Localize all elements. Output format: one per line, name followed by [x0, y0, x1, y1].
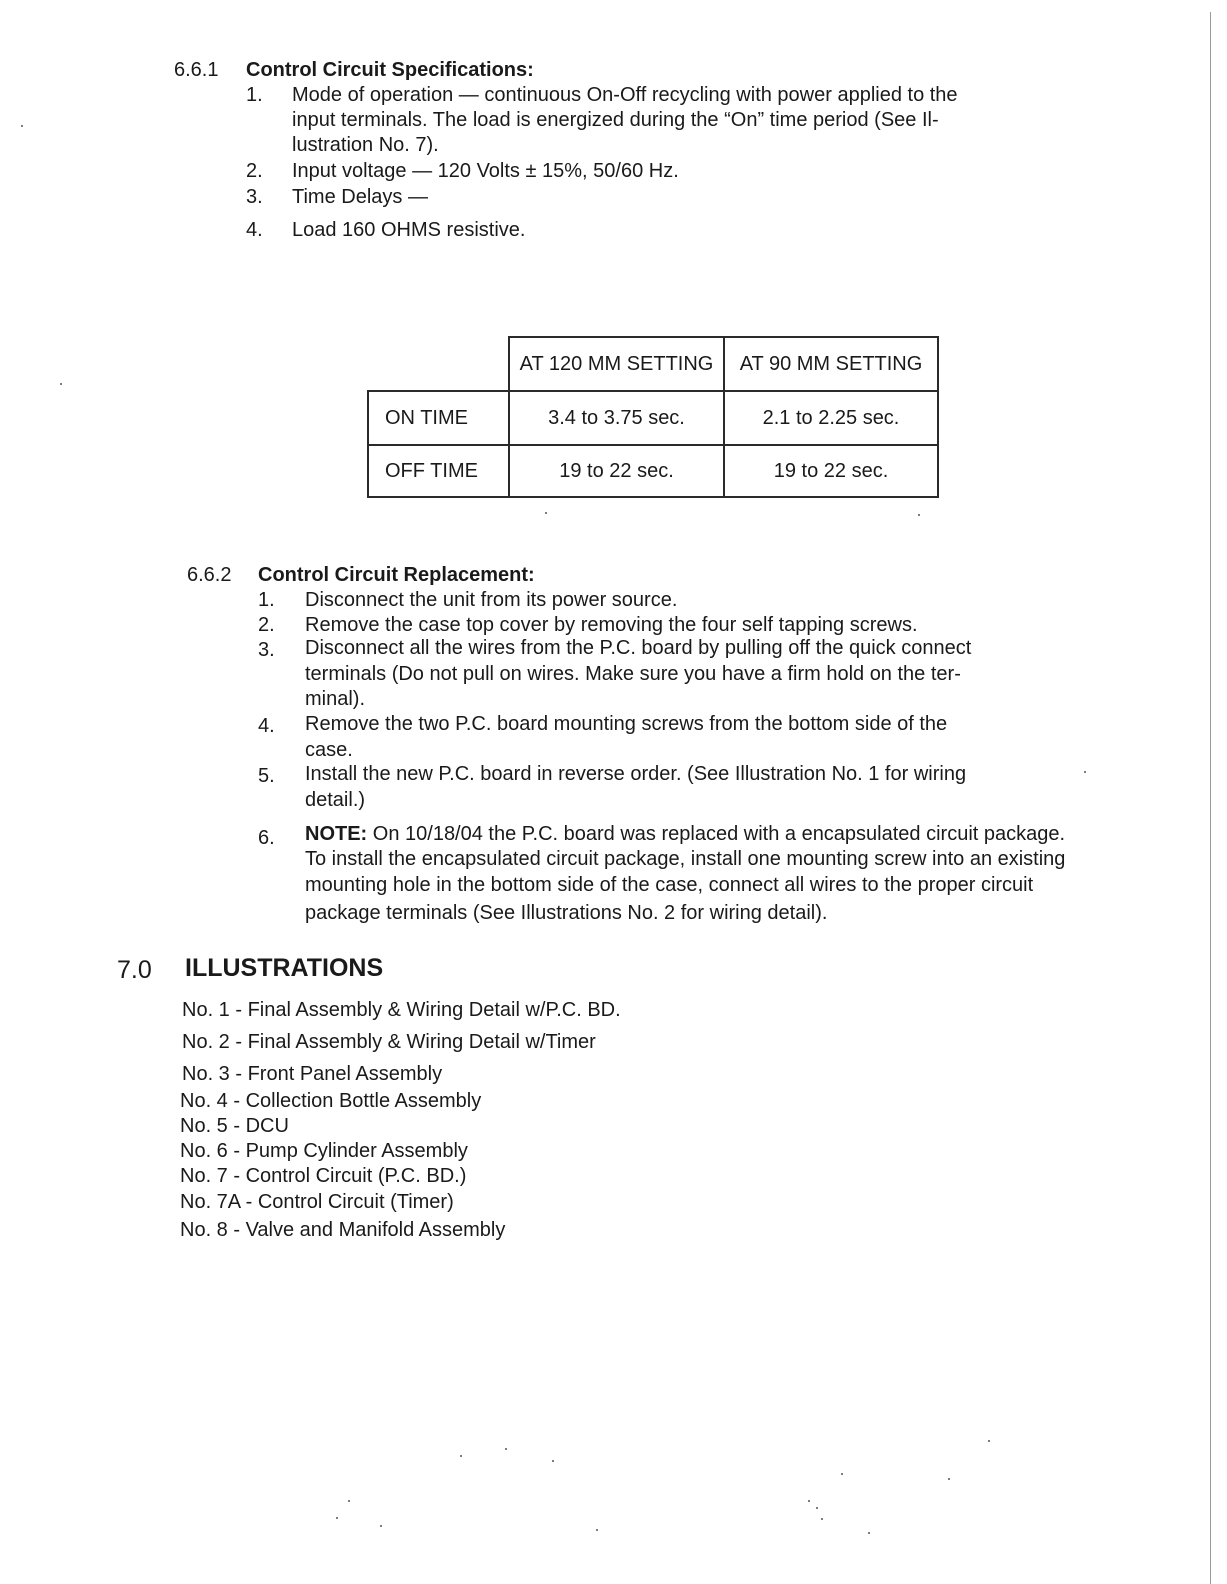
list-item-number: 1.: [258, 589, 275, 611]
scan-speck: [21, 125, 23, 127]
table-cell: 2.1 to 2.25 sec.: [724, 391, 938, 445]
scan-speck: [552, 1460, 554, 1462]
list-item-number: 4.: [246, 219, 263, 241]
list-item-text: Disconnect the unit from its power source.: [305, 589, 678, 611]
list-item-text: Mode of operation — continuous On-Off recycling with power applied to the: [292, 84, 958, 106]
section-heading-70: ILLUSTRATIONS: [185, 954, 384, 982]
list-item-text: Disconnect all the wires from the P.C. board by pulling off the quick connect: [305, 637, 972, 659]
table-cell: 3.4 to 3.75 sec.: [509, 391, 724, 445]
list-item-number: 6.: [258, 827, 275, 849]
table-header-120mm: AT 120 MM SETTING: [509, 337, 724, 391]
scan-speck: [1084, 771, 1086, 773]
list-item-text: Install the new P.C. board in reverse order. (See Illustration No. 1 for wiring: [305, 763, 967, 785]
scan-speck: [868, 1532, 870, 1534]
list-item-number: 2.: [258, 614, 275, 636]
scan-speck: [336, 1517, 338, 1519]
list-item-text: terminals (Do not pull on wires. Make sure you have a firm hold on the ter-: [305, 663, 961, 685]
list-item-number: 2.: [246, 160, 263, 182]
list-item-number: 5.: [258, 765, 275, 787]
scan-speck: [505, 1448, 507, 1450]
illustration-list-item: No. 5 - DCU: [180, 1115, 289, 1137]
list-item-text: lustration No. 7).: [292, 134, 439, 156]
section-number-661: 6.6.1: [174, 59, 219, 81]
section-number-662: 6.6.2: [187, 564, 232, 586]
list-item-text: input terminals. The load is energized during the “On” time period (See Il-: [292, 109, 939, 131]
table-row-label: OFF TIME: [368, 445, 509, 497]
scan-speck: [841, 1473, 843, 1475]
note-label: NOTE:: [305, 823, 368, 845]
list-item-text: Remove the two P.C. board mounting screws from the bottom side of the: [305, 713, 948, 735]
note-text: On 10/18/04 the P.C. board was replaced with a encapsulated circuit package.: [367, 823, 1066, 845]
scan-speck: [948, 1478, 950, 1480]
list-item-text: Remove the case top cover by removing the four self tapping screws.: [305, 614, 918, 636]
list-item-number: 1.: [246, 84, 263, 106]
scan-speck: [988, 1440, 990, 1442]
list-item-text: Load 160 OHMS resistive.: [292, 219, 526, 241]
timing-table: [367, 336, 939, 498]
scan-speck: [460, 1455, 462, 1457]
list-item-text: detail.): [305, 789, 366, 811]
illustration-list-item: No. 3 - Front Panel Assembly: [182, 1063, 443, 1085]
scan-speck: [60, 383, 62, 385]
scan-speck: [821, 1518, 823, 1520]
list-item-text: Input voltage — 120 Volts ± 15%, 50/60 Hz.: [292, 160, 679, 182]
list-item-number: 3.: [246, 186, 263, 208]
scan-edge-line: [1210, 12, 1211, 1584]
list-item-text: [305, 822, 1065, 847]
illustration-list-item: No. 8 - Valve and Manifold Assembly: [180, 1219, 506, 1241]
illustration-list-item: No. 2 - Final Assembly & Wiring Detail w/Timer: [182, 1031, 596, 1053]
section-heading-661: Control Circuit Specifications:: [246, 59, 534, 81]
list-item-text: To install the encapsulated circuit package, install one mounting screw into an existing: [305, 848, 1066, 870]
table-header-90mm: AT 90 MM SETTING: [724, 337, 938, 391]
list-item-text: mounting hole in the bottom side of the case, connect all wires to the proper circuit: [305, 874, 1034, 896]
illustration-list-item: No. 4 - Collection Bottle Assembly: [180, 1090, 482, 1112]
scan-speck: [545, 512, 547, 514]
table-cell: 19 to 22 sec.: [509, 445, 724, 497]
table-corner-blank: [368, 337, 509, 391]
table-row: [368, 445, 938, 497]
scan-speck: [816, 1507, 818, 1509]
illustration-list-item: No. 7A - Control Circuit (Timer): [180, 1191, 454, 1213]
scan-speck: [380, 1525, 382, 1527]
scan-speck: [596, 1529, 598, 1531]
table-row-label: ON TIME: [368, 391, 509, 445]
illustration-list-item: No. 7 - Control Circuit (P.C. BD.): [180, 1165, 467, 1187]
list-item-number: 3.: [258, 639, 275, 661]
table-cell: 19 to 22 sec.: [724, 445, 938, 497]
list-item-number: 4.: [258, 715, 275, 737]
list-item-text: case.: [305, 739, 353, 761]
table-row: [368, 391, 938, 445]
illustration-list-item: No. 1 - Final Assembly & Wiring Detail w/P.C. BD.: [182, 999, 621, 1021]
scan-speck: [918, 514, 920, 516]
section-number-70: 7.0: [117, 956, 152, 984]
list-item-text: minal).: [305, 688, 366, 710]
list-item-text: Time Delays —: [292, 186, 428, 208]
scan-speck: [808, 1500, 810, 1502]
scan-speck: [348, 1500, 350, 1502]
illustration-list-item: No. 6 - Pump Cylinder Assembly: [180, 1140, 468, 1162]
list-item-text: package terminals (See Illustrations No. 2 for wiring detail).: [305, 902, 828, 924]
section-heading-662: Control Circuit Replacement:: [258, 564, 535, 586]
